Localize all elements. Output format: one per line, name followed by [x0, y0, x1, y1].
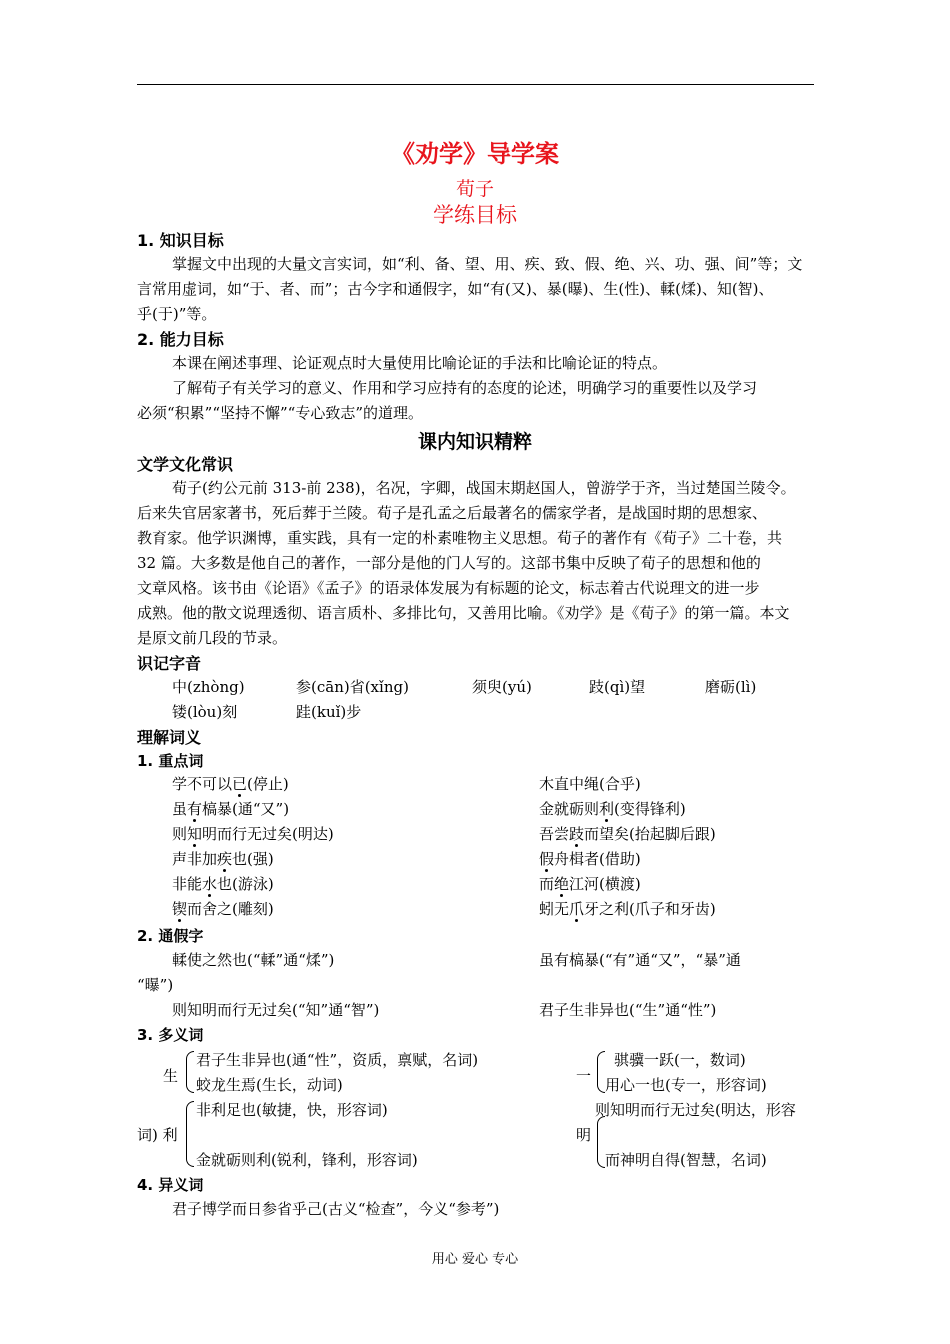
polysemy-char-sheng: 生: [163, 1067, 179, 1085]
polysemy-sense: 蛟龙生焉(生长，动词): [196, 1076, 343, 1094]
meanings-heading: 理解词义: [137, 728, 202, 747]
culture-line: 教育家。他学识渊博，重实践，具有一定的朴素唯物主义思想。荀子的著作有《荀子》二十卷，共: [137, 529, 783, 547]
culture-line: 成熟。他的散文说理透彻、语言质朴、多排比句，又善用比喻。《劝学》是《荀子》的第一篇。本文: [137, 604, 790, 622]
pronunciation-item: 跬(kuǐ)步: [296, 703, 362, 721]
polysemy-sense: 而神明自得(智慧，名词): [605, 1151, 767, 1169]
polysemy-char-ming: 明: [576, 1126, 592, 1144]
polysemy-char-yi: 一: [576, 1067, 592, 1085]
culture-line: 32 篇。大多数是他自己的著作，一部分是他的门人写的。这部书集中反映了荀子的思想和他的: [137, 554, 761, 572]
polysemy-sense: 骐骥一跃(一，数词): [614, 1051, 746, 1069]
ability-goal-line: 本课在阐述事理、论证观点时大量使用比喻论证的手法和比喻论证的特点。: [172, 354, 668, 372]
page-footer: 用心 爱心 专心: [431, 1252, 519, 1267]
pronunciation-item: 中(zhòng): [172, 678, 245, 696]
yiyi-item: 君子博学而日参省乎己(古义“检查”，今义“参考”): [172, 1200, 500, 1218]
tongjia-item: 君子生非异也(“生”通“性”): [539, 1001, 717, 1019]
brace-icon: [597, 1051, 605, 1093]
tongjia-item: 虽有槁暴(“有”通“又”，“暴”通: [539, 951, 741, 969]
pronunciation-item: 跂(qì)望: [589, 678, 646, 696]
key-word-item: 锲而舍之(雕刻): [172, 900, 274, 918]
tongjia-item: 则知明而行无过矣(“知”通“智”): [172, 1001, 380, 1019]
tongjia-item: 輮使之然也(“輮”通“煣”): [172, 951, 335, 969]
pronunciation-item: 须臾(yú): [472, 678, 532, 696]
key-word-item: 则知明而行无过矣(明达): [172, 825, 334, 843]
author: 荀子: [455, 178, 494, 200]
knowledge-goal-line: 乎(于)”等。: [137, 305, 217, 323]
pronunciation-heading: 识记字音: [137, 654, 202, 673]
polysemy-wrap-text: 词): [137, 1126, 158, 1144]
key-word-item: 而绝江河(横渡): [539, 875, 641, 893]
culture-line: 文章风格。该书由《论语》《孟子》的语录体发展为有标题的论文，标志着古代说理文的进一步: [137, 579, 760, 597]
header-rule: [137, 84, 814, 85]
pronunciation-item: 参(cān)省(xǐng): [296, 678, 409, 696]
polysemy-sense: 则知明而行无过矣(明达，形容: [595, 1101, 796, 1119]
tongjia-heading: 2. 通假字: [137, 927, 204, 945]
brace-icon: [186, 1051, 194, 1093]
culture-line: 是原文前几段的节录。: [137, 629, 288, 647]
knowledge-goal-heading: 1. 知识目标: [137, 231, 224, 250]
brace-icon: [186, 1101, 194, 1167]
pronunciation-item: 镂(lòu)刻: [172, 703, 238, 721]
ability-goal-line: 了解荀子有关学习的意义、作用和学习应持有的态度的论述，明确学习的重要性以及学习: [172, 379, 758, 397]
polysemy-sense: 非利足也(敏捷，快，形容词): [196, 1101, 388, 1119]
culture-line: 荀子(约公元前 313-前 238)，名况，字卿，战国末期赵国人，曾游学于齐，当过楚国兰陵令。: [172, 479, 796, 497]
key-word-item: 假舟楫者(借助): [539, 850, 641, 868]
yiyi-heading: 4. 异义词: [137, 1176, 204, 1194]
section-goals-heading: 学练目标: [433, 203, 517, 227]
polysemy-sense: 金就砺则利(锐利，锋利，形容词): [196, 1151, 418, 1169]
polysemy-sense: 君子生非异也(通“性”，资质，禀赋，名词): [196, 1051, 479, 1069]
page-title: 《劝学》导学案: [391, 140, 559, 168]
ability-goal-line: 必须“积累”“坚持不懈”“专心致志”的道理。: [137, 404, 424, 422]
key-word-item: 虽有槁暴(通“又”): [172, 800, 290, 818]
key-words-heading: 1. 重点词: [137, 752, 204, 770]
culture-line: 后来失官居家著书，死后葬于兰陵。荀子是孔孟之后最著名的儒家学者，是战国时期的思想家、: [137, 504, 768, 522]
culture-heading: 文学文化常识: [137, 455, 234, 474]
key-word-item: 木直中绳(合乎): [539, 775, 641, 793]
key-word-item: 吾尝跂而望矣(抬起脚后跟): [539, 825, 716, 843]
knowledge-goal-line: 掌握文中出现的大量文言实词，如“利、备、望、用、疾、致、假、绝、兴、功、强、间”等；文: [172, 255, 803, 273]
polysemy-sense: 用心一也(专一，形容词): [605, 1076, 767, 1094]
ability-goal-heading: 2. 能力目标: [137, 330, 224, 349]
key-word-item: 声非加疾也(强): [172, 850, 274, 868]
key-word-item: 学不可以已(停止): [172, 775, 289, 793]
polysemy-char-li: 利: [162, 1126, 178, 1144]
brace-icon: [597, 1116, 605, 1168]
tongjia-item-continued: “曝”): [137, 976, 174, 994]
pronunciation-item: 磨砺(lì): [705, 678, 757, 696]
knowledge-goal-line: 言常用虚词，如“于、者、而”；古今字和通假字，如“有(又)、暴(曝)、生(性)、輮(煣)、知(智)、: [137, 280, 774, 298]
polysemy-heading: 3. 多义词: [137, 1026, 204, 1044]
section-knowledge-heading: 课内知识精粹: [417, 431, 532, 453]
key-word-item: 非能水也(游泳): [172, 875, 274, 893]
key-word-item: 蚓无爪牙之利(爪子和牙齿): [539, 900, 716, 918]
key-word-item: 金就砺则利(变得锋利): [539, 800, 686, 818]
